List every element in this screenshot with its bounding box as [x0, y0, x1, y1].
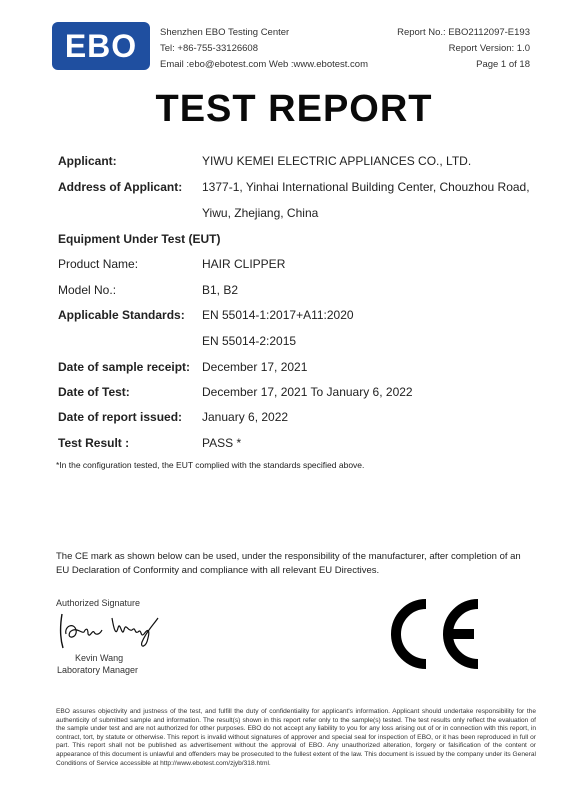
report-title: TEST REPORT [155, 88, 433, 130]
page-number: Page 1 of 18 [476, 59, 530, 70]
ce-mark-icon [376, 596, 486, 672]
signatory-title: Laboratory Manager [57, 665, 139, 675]
report-version: Report Version: 1.0 [448, 43, 530, 54]
test-date-label: Date of Test: [58, 385, 130, 399]
applicant-value: YIWU KEMEI ELECTRIC APPLIANCES CO., LTD. [202, 154, 472, 168]
standards-value-line2: EN 55014-2:2015 [202, 334, 297, 348]
issued-label: Date of report issued: [58, 410, 183, 424]
receipt-value: December 17, 2021 [202, 360, 308, 374]
company-email-web: Email :ebo@ebotest.com Web :www.ebotest.com [160, 59, 369, 70]
config-note: *In the configuration tested, the EUT complied with the standards specified above. [56, 460, 365, 470]
issued-value: January 6, 2022 [202, 410, 289, 424]
legal-disclaimer: EBO assures objectivity and justness of the test, and fulfill the duty of confidentiality for applicant's information. Applicant should undertake responsibility for the authenticity of submitted sample and information. The result(s) shown in this report refer only to the sample(s) tested. The test results only reflect the evaluation of the sample under test and are not authorized for other purposes. EBO do not accept any liability to you for any loss arising out of or in connection with this report, in contract, tort, by statute or otherwise. This report is invalid without signatures of approver and special seal for inspection of EBO, or it has been reproduced in full or part. This report shall not be published as advertisement without the approval of EBO. Any unauthorized alteration, forgery or falsification of the content or appearance of this document is unlawful and offenders may be prosecuted to the fullest extent of the law. This document is issued by the company under its General Conditions of Service accessible at http://www.ebotest.com/zjyb/318.html. [56, 708, 536, 767]
address-value-line1: 1377-1, Yinhai International Building Center, Chouzhou Road, [202, 180, 530, 194]
signatory-name: Kevin Wang [75, 653, 124, 663]
model-label: Model No.: [58, 283, 117, 297]
product-value: HAIR CLIPPER [202, 257, 286, 271]
model-value: B1, B2 [202, 283, 239, 297]
report-meta-block [397, 25, 530, 73]
address-label: Address of Applicant: [58, 180, 183, 194]
standards-label: Applicable Standards: [58, 308, 185, 322]
eut-label: Equipment Under Test (EUT) [58, 232, 221, 246]
receipt-label: Date of sample receipt: [58, 360, 191, 374]
result-value: PASS * [202, 436, 242, 450]
standards-value-line1: EN 55014-1:2017+A11:2020 [202, 308, 354, 322]
company-contact-block [160, 25, 368, 73]
ce-statement: The CE mark as shown below can be used, under the responsibility of the manufacturer, after completion of an EU Declaration of Conformity and compliance with all relevant EU Directives. [56, 551, 521, 576]
company-tel: Tel: +86-755-33126608 [160, 43, 258, 54]
test-date-value: December 17, 2021 To January 6, 2022 [202, 385, 413, 399]
handwritten-signature [54, 608, 164, 652]
product-label: Product Name: [58, 257, 139, 271]
result-label: Test Result : [58, 436, 130, 450]
applicant-label: Applicant: [58, 154, 117, 168]
company-name: Shenzhen EBO Testing Center [160, 27, 290, 38]
address-value-line2: Yiwu, Zhejiang, China [202, 206, 319, 220]
ebo-logo: EBO [52, 22, 150, 70]
authorized-signature-label: Authorized Signature [56, 598, 141, 608]
report-number: Report No.: EBO2112097-E193 [397, 27, 530, 38]
